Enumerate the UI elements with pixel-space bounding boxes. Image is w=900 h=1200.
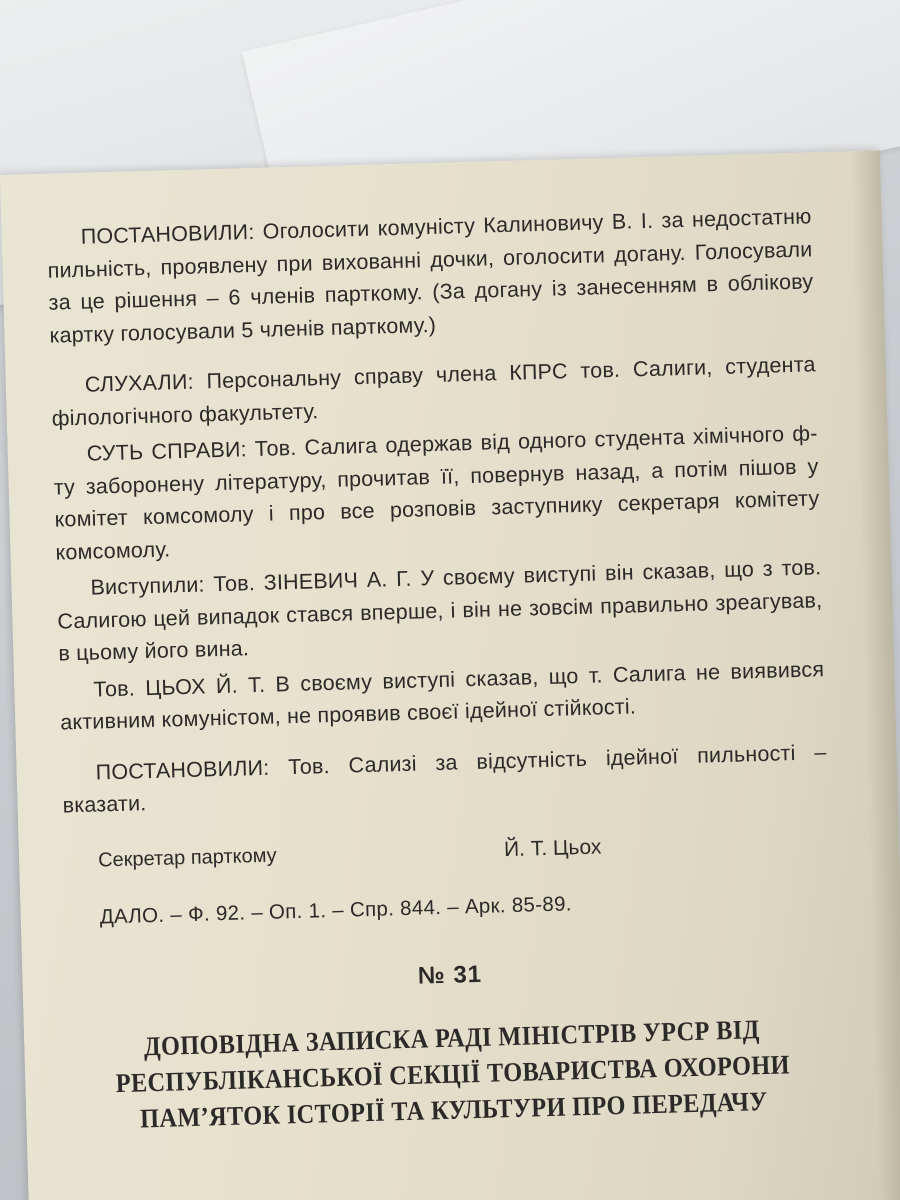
next-document-heading: ДОПОВІДНА ЗАПИСКА РАДІ МІНІСТРІВ УРСР ВІД РЕСПУБЛІКАНСЬКОЇ СЕКЦІЇ ТОВАРИСТВА ОХОРОНИ ПАМ’ЯТОК ІСТОРІЇ ТА КУЛЬТУРИ ПРО ПЕРЕДАЧУ: [115, 1013, 791, 1133]
paragraph-spoke-zinevych: Виступили: Тов. ЗІНЕВИЧ А. Г. У своєму виступі він сказав, що з тов. Салигою цей випадок стався вперше, і він не зовсім правильно зреагував, в цьому його вина.: [57, 555, 823, 666]
paragraph-heard-salyha: СЛУХАЛИ: Персональну справу члена КПРС тов. Салиги, студента філологічного факультету.: [51, 352, 816, 431]
paragraph-resolved-salyha: ПОСТАНОВИЛИ: Тов. Сализі за відсутність ідейної пильності – вказати.: [62, 739, 827, 818]
paragraph-resolved-kalynovych: ПОСТАНОВИЛИ: Оголосити комуністу Калиновичу В. І. за недостатню пильність, проявлену при вихованні дочки, оголосити догану. Голосували за це рішення – 6 членів парткому. (За догану із занесенням в облікову картку голосували 5 членів парткому.): [47, 204, 814, 348]
page-text: [46, 200, 836, 1138]
book-page: [0, 150, 900, 1200]
document-number: № 31: [417, 960, 483, 990]
paragraph-case-essence: СУТЬ СПРАВИ: Тов. Салига одержав від одного студента хімічного ф-ту заборонену літературу, прочитав її, повернув назад, а потім пішов у комітет комсомолу і про все розповів заступнику секретаря комітету комсомолу.: [53, 421, 820, 565]
signature-role: Секретар парткому: [97, 844, 277, 872]
paragraph-spoke-tsokh: Тов. ЦЬОХ Й. Т. В своєму виступі сказав, що т. Салига не виявився активним комуністом, не проявив своєї ідейної стійкості.: [59, 656, 825, 735]
signature-row: [64, 829, 830, 882]
page-edge-shadow: [850, 150, 900, 1200]
archive-reference: ДАЛО. – Ф. 92. – Оп. 1. – Спр. 844. – Арк. 85-89.: [99, 891, 573, 928]
signature-name: Й. Т. Цьох: [503, 834, 602, 861]
